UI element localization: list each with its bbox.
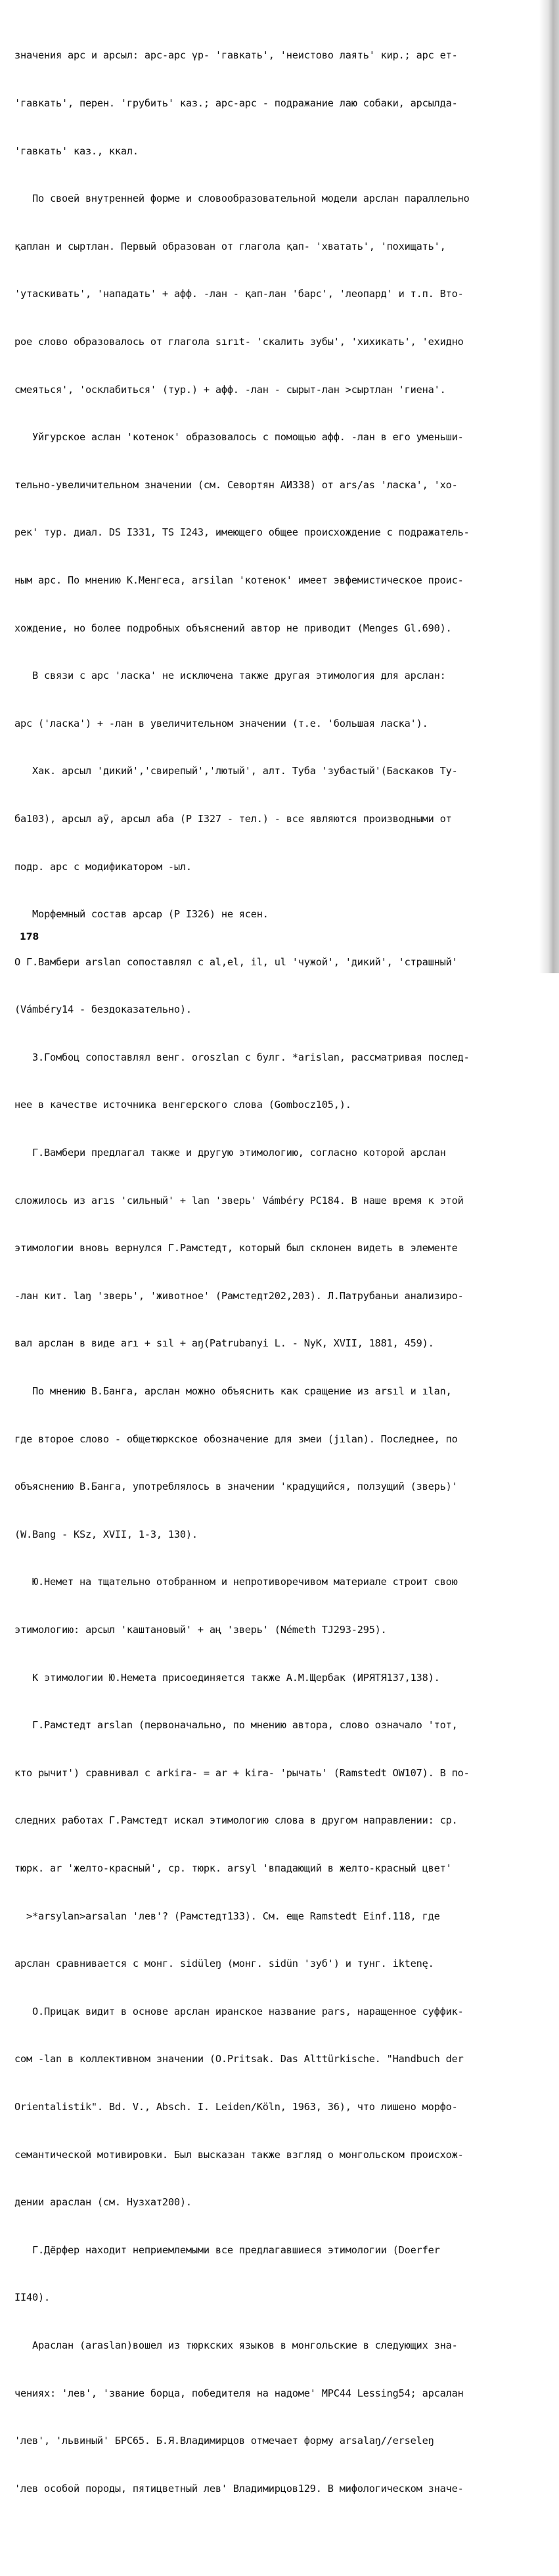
text-line: значения арс и арсыл: арс-арс үр- 'гавкать', 'неистово лаять' кир.; арс ет- — [14, 49, 458, 62]
text-line: Г.Рамстедт arslan (первоначально, по мнению автора, слово означало 'тот, — [14, 1719, 458, 1732]
text-line: (W.Bang - KSz, XVII, 1-3, 130). — [14, 1528, 198, 1540]
text-line: рек' тур. диал. DS I331, TS I243, имеющего общее происхождение с подражатель- — [14, 526, 470, 539]
text-line: 'гавкать', перен. 'грубить' каз.; арс-арс - подражание лаю собаки, арсылда- — [14, 97, 458, 109]
text-line: >*arsylan>arsalan 'лев'? (Рамстедт133). См. еще Ramstedt Einf.118, где — [14, 1910, 440, 1922]
text-line: следних работах Г.Рамстедт искал этимологию слова в другом направлении: ср. — [14, 1814, 458, 1827]
text-line: Морфемный состав арсар (Р I326) не ясен. — [14, 908, 269, 921]
text-line: вал арслан в виде arı + sıl + aŋ(Patrubanyi L. - NyK, XVII, 1881, 459). — [14, 1337, 434, 1350]
text-line: Араслан (araslan)вошел из тюркских языков в монгольские в следующих зна- — [14, 2339, 458, 2351]
text-line: где второе слово - общетюркское обозначение для змеи (jılan). Последнее, по — [14, 1433, 458, 1445]
text-line: (Vámbéry14 - бездоказательно). — [14, 1003, 192, 1016]
text-line: Хак. арсыл 'дикий','свирепый','лютый', алт. Туба 'зубастый'(Баскаков Ту- — [14, 765, 458, 777]
text-line: дении араслан (см. Нузхат200). — [14, 2196, 192, 2209]
text-line: Уйгурское аслан 'котенок' образовалось с помощью афф. -лан в его уменьши- — [14, 431, 464, 444]
scan-edge-shadow — [539, 0, 559, 973]
text-line: хождение, но более подробных объяснений автор не приводит (Menges Gl.690). — [14, 622, 452, 634]
text-line: рое слово образовалось от глагола sırıt- 'скалить зубы', 'хихикать', 'ехидно — [14, 335, 464, 348]
text-line: К этимологии Ю.Немета присоединяется также А.М.Щербак (ИРЯТЯ137,138). — [14, 1671, 440, 1684]
text-line: тельно-увеличительном значении (см. Севортян АИ338) от ars/as 'ласка', 'хо- — [14, 478, 458, 491]
text-line: сом -lan в коллективном значении (O.Pritsak. Das Alttürkische. "Handbuch der — [14, 2053, 464, 2065]
text-line: Orientalistik". Bd. V., Absch. I. Leiden/Köln, 1963, 36), что лишено морфо- — [14, 2100, 458, 2113]
page-number: 178 — [20, 932, 39, 942]
text-line: смеяться', 'осклабиться' (тур.) + афф. -лан - сырыт-лан >сыртлан 'гиена'. — [14, 383, 446, 396]
text-line: II40). — [14, 2291, 50, 2304]
text-line — [14, 2528, 537, 2544]
text-line: тюрк. ar 'желто-красный', ср. тюрк. arsyl 'впадающий в желто-красный цвет' — [14, 1862, 452, 1874]
text-line: 'лев особой породы, пятицветный лев' Владимирцов129. В мифологическом значе- — [14, 2482, 464, 2495]
text-line: арслан сравнивается с монг. sidüleŋ (монг. sidün 'зуб') и тунг. iktenę. — [14, 1958, 434, 1970]
text-line: семантической мотивировки. Был высказан также взгляд о монгольском происхож- — [14, 2148, 464, 2161]
text-line: По мнению В.Банга, арслан можно объяснить как сращение из arsıl и ılan, — [14, 1385, 452, 1398]
text-line: кто рычит') сравнивал с arkira- = ar + kira- 'рычать' (Ramstedt OW107). В по- — [14, 1766, 470, 1779]
text-line: арс ('ласка') + -лан в увеличительном значении (т.е. 'большая ласка'). — [14, 717, 428, 729]
text-line: 'лев', 'львиный' БРС65. Б.Я.Владимирцов отмечает форму arsalaŋ//erseleŋ — [14, 2435, 434, 2447]
text-line: подр. арс с модификатором -ыл. — [14, 860, 192, 873]
text-line: 'утаскивать', 'нападать' + афф. -лан - қап-лан 'барс', 'леопард' и т.п. Вто- — [14, 288, 464, 300]
text-line: З.Гомбоц сопоставлял венг. oroszlan с булг. *arislan, рассматривая послед- — [14, 1051, 470, 1063]
text-line: -лан кит. laŋ 'зверь', 'животное' (Рамстедт202,203). Л.Патрубаньи анализиро- — [14, 1289, 464, 1302]
text-line: О.Прицак видит в основе арслан иранское название pars, наращенное суффик- — [14, 2005, 464, 2017]
text-line: В связи с арс 'ласка' не исключена также другая этимология для арслан: — [14, 670, 446, 682]
text-line: Г.Вамбери предлагал также и другую этимологию, согласно которой арслан — [14, 1147, 446, 1159]
text-line: Г.Дёрфер находит неприемлемыми все предлагавшиеся этимологии (Doerfer — [14, 2243, 440, 2256]
text-line: чениях: 'лев', 'звание борца, победителя на надоме' МРС44 Lessing54; арсалан — [14, 2387, 464, 2399]
body-text — [14, 16, 537, 2576]
text-line: нее в качестве источника венгерского слова (Gombocz105,). — [14, 1099, 351, 1111]
text-line: объяснению В.Банга, употреблялось в значении 'крадущийся, ползущий (зверь)' — [14, 1481, 458, 1493]
text-line: ным арс. По мнению К.Менгеса, arsilan 'котенок' имеет эвфемистическое проис- — [14, 574, 464, 586]
text-line: қаплан и сыртлан. Первый образован от глагола қап- 'хватать', 'похищать', — [14, 240, 446, 252]
text-line: 'гавкать' каз., ккал. — [14, 145, 139, 157]
text-line: сложилось из arıs 'сильный' + lan 'зверь' Vámbéry PC184. В наше время к этой — [14, 1194, 464, 1207]
text-line: ба103), арсыл аӱ, арсыл аба (Р I327 - тел.) - все являются производными от — [14, 812, 452, 825]
text-line: Ю.Немет на тщательно отобранном и непротиворечивом материале строит свою — [14, 1576, 458, 1588]
text-line: этимологии вновь вернулся Г.Рамстедт, который был склонен видеть в элементе — [14, 1242, 458, 1254]
text-line: По своей внутренней форме и словообразовательной модели арслан параллельно — [14, 193, 470, 205]
text-line: этимологию: арсыл 'каштановый' + аң 'зверь' (Németh TJ293-295). — [14, 1624, 387, 1636]
text-line: О Г.Вамбери arslan сопоставлял с al,el, il, ul 'чужой', 'дикий', 'страшный' — [14, 955, 458, 968]
